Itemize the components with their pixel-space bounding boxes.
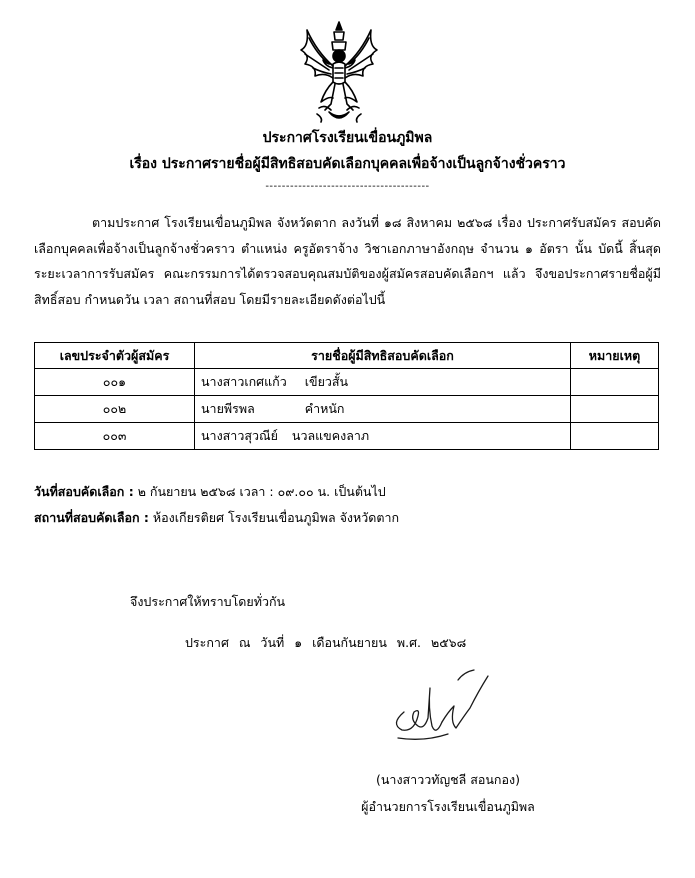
applicant-number: ๐๐๑: [35, 369, 195, 396]
header-remarks: หมายเหตุ: [571, 343, 659, 369]
closing-statement: จึงประกาศให้ทราบโดยทั่วกัน: [130, 594, 286, 609]
candidate-name: [195, 396, 571, 423]
exam-place-line: [34, 508, 399, 528]
applicant-number: ๐๐๓: [35, 423, 195, 450]
garuda-emblem-icon: [295, 20, 383, 124]
announcement-title: ประกาศโรงเรียนเขื่อนภูมิพล: [262, 130, 433, 146]
handwritten-signature-icon: [384, 668, 496, 744]
exam-place-value: ห้องเกียรติยศ โรงเรียนเขื่อนภูมิพล จังหวัดตาก: [148, 510, 400, 525]
table-row: [35, 423, 659, 450]
remarks-cell: [571, 396, 659, 423]
exam-date-label: วันที่สอบคัดเลือก :: [34, 484, 134, 499]
candidate-first-name: นายพีรพล: [201, 401, 255, 416]
candidate-first-name: นางสาวเกศแก้ว: [201, 374, 287, 389]
header-applicant-number: เลขประจำตัวผู้สมัคร: [35, 343, 195, 369]
announcement-dateline: ประกาศ ณ วันที่ ๑ เดือนกันยายน พ.ศ. ๒๕๖๘: [185, 635, 467, 650]
intro-paragraph: [34, 210, 661, 312]
candidate-name: [195, 369, 571, 396]
signatory-name: (นางสาววทัญชลี สอนกอง): [376, 772, 520, 787]
candidate-last-name: คำหนัก: [304, 401, 345, 416]
header-candidate-name: รายชื่อผู้มีสิทธิสอบคัดเลือก: [195, 343, 571, 369]
title-separator: ----------------------------------------: [265, 181, 430, 192]
candidate-table: [34, 342, 659, 450]
announcement-subject: เรื่อง ประกาศรายชื่อผู้มีสิทธิสอบคัดเลือกบุคคลเพื่อจ้างเป็นลูกจ้างชั่วคราว: [129, 156, 566, 172]
candidate-name: [195, 423, 571, 450]
table-row: [35, 369, 659, 396]
applicant-number: ๐๐๒: [35, 396, 195, 423]
table-header-row: [35, 343, 659, 369]
signatory-position: ผู้อำนวยการโรงเรียนเขื่อนภูมิพล: [361, 799, 535, 814]
candidate-last-name: เขียวสั้น: [304, 374, 349, 389]
exam-date-value: ๒ กันยายน ๒๕๖๘ เวลา : ๐๙.๐๐ น. เป็นต้นไป: [133, 484, 386, 499]
intro-text: ตามประกาศ โรงเรียนเขื่อนภูมิพล จังหวัดตาก ลงวันที่ ๑๘ สิงหาคม ๒๕๖๘ เรื่อง ประกาศรับสมัคร สอบคัดเลือกบุคคลเพื่อจ้างเป็นลูกจ้างชั่วคราว ตำแหน่ง ครูอัตราจ้าง วิชาเอกภาษาอังกฤษ จำนวน ๑ อัตรา นั้น บัดนี้ สิ้นสุดระยะเวลาการรับสมัคร คณะกรรมการได้ตรวจสอบคุณสมบัติของผู้สมัครสอบคัดเลือกฯ แล้ว จึงขอประกาศรายชื่อผู้มีสิทธิ์สอบ กำหนดวัน เวลา สถานที่สอบ โดยมีรายละเอียดดังต่อไปนี้: [34, 215, 661, 307]
exam-place-label: สถานที่สอบคัดเลือก :: [34, 510, 149, 525]
candidate-first-name: นางสาวสุวณีย์: [201, 428, 278, 443]
remarks-cell: [571, 369, 659, 396]
exam-date-line: [34, 482, 386, 502]
candidate-last-name: นวลแขคงลาภ: [291, 428, 370, 443]
table-row: [35, 396, 659, 423]
remarks-cell: [571, 423, 659, 450]
